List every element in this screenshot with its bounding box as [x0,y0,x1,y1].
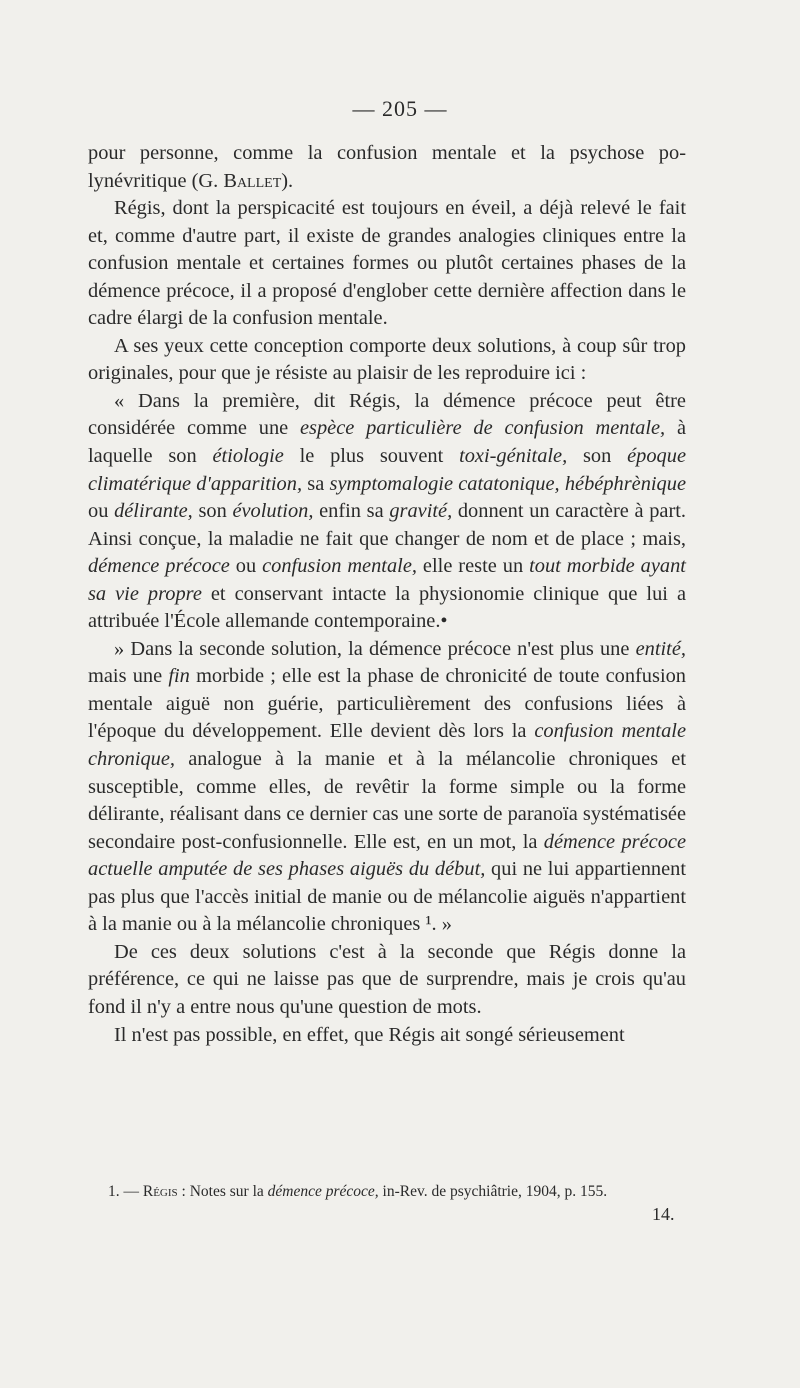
emphasis-text: fin [168,665,190,688]
text-run: A ses yeux cette conception comporte deux solutions, à coup sûr trop originales, pour que je résiste au plaisir de les reproduire ici : [88,334,686,385]
emphasis-text: toxi-génitale, [459,445,568,468]
footnote-title: démence précoce, [267,1183,379,1200]
text-run: qui ne lui appartiennent pas plus que l'accès initial de manie ou de mélancolie aiguës n'appartient à la manie ou à la mélancolie chroniques ¹. » [88,858,687,936]
text-run: pour personne, comme la confusion mentale et la psychose polynévritique (G. [88,142,686,192]
emphasis-text: étiologie [212,445,284,468]
paragraph [88,939,686,1022]
text-run: ou [88,500,115,523]
text-run: et conservant intacte la physionomie clinique que lui a attribuée l'École allemande contemporaine.• [88,582,686,633]
text-run: elle reste un [416,555,530,578]
small-caps-name: Ballet [223,169,282,192]
text-run: Il n'est pas possible, en effet, que Régis ait songé sérieusement [114,1023,625,1046]
text-run: Régis, dont la perspicacité est toujours en éveil, a déjà relevé le fait et, comme d'autre part, il existe de grandes analogies cliniques entre la confusion mentale et certaines formes ou plutôt certaines phases de la démence précoce, il a proposé d'englober cette dernière affection dans le cadre élargi de la confusion mentale. [88,197,686,330]
emphasis-text: espèce particulière de confusion mentale, [300,417,666,440]
signature-mark: 14. [652,1204,675,1224]
footnote-number: 1. — [108,1183,139,1200]
emphasis-text: époque climatérique d'apparition, [88,445,686,495]
text-run: mais une [88,665,169,688]
emphasis-text: démence précoce [88,555,230,578]
emphasis-text: gravité, [389,500,453,523]
body-text [88,140,686,1049]
emphasis-text: entité, [635,637,686,660]
text-run: » Dans la seconde solution, la démence précoce n'est plus une [114,637,636,660]
emphasis-text: démence précoce actuelle amputée de ses phases aiguës du début, [88,830,686,881]
emphasis-text: tout morbide ayant sa vie propre [88,555,686,605]
text-run: sa [302,472,330,495]
text-run: donnent un caractère à part. Ainsi conçue, la maladie ne fait que changer de nom et de place ; mais, [88,500,686,550]
text-run: « Dans la première, dit Régis, la démence précoce peut être considérée comme une [88,389,686,440]
paragraph [88,636,686,939]
paragraph [88,140,686,195]
text-run: analogue à la manie et à la mélancolie chroniques et susceptible, comme elles, de revêtir la forme simple ou la forme délirante, réalisant dans ce dernier cas une sorte de paranoïa systématisée secondaire post-confusionnelle. Elle est, en un mot, la [88,748,686,853]
emphasis-text: confusion mentale, [262,555,417,578]
text-run: ou [229,555,263,578]
text-run: morbide ; elle est la phase de chronicité de toute confusion mentale aiguë non guérie, particulièrement des confusions liées à l'époque du développement. Elle devient dès lors la [88,665,686,743]
page-number: — 205 — [352,96,448,121]
text-run: De ces deux solutions c'est à la seconde que Régis donne la préférence, ce qui ne laisse pas que de surprendre, mais je crois qu'au fond il n'y a entre nous qu'une question de mots. [88,940,686,1018]
footnote [108,1182,688,1202]
paragraph [88,1022,686,1050]
footnote-author: Régis [142,1183,178,1200]
text-run: son [192,500,233,523]
text-run: son [567,445,628,468]
emphasis-text: délirante, [114,500,193,523]
footnote-prefix: : Notes sur la [177,1183,268,1200]
text-run: le plus souvent [283,445,460,468]
text-run: ). [281,169,294,192]
text-run: à laquelle son [88,417,687,468]
paragraph [88,333,686,388]
footnote-suffix: in-Rev. de psychiâtrie, 1904, p. 155. [378,1183,608,1200]
text-run: enfin sa [313,500,390,523]
paragraph [88,388,686,636]
emphasis-text: confusion mentale chronique, [88,720,687,771]
emphasis-text: symptomalogie catatonique, hébéphrènique [329,472,686,495]
paragraph [88,195,686,333]
emphasis-text: évolution, [232,500,314,523]
